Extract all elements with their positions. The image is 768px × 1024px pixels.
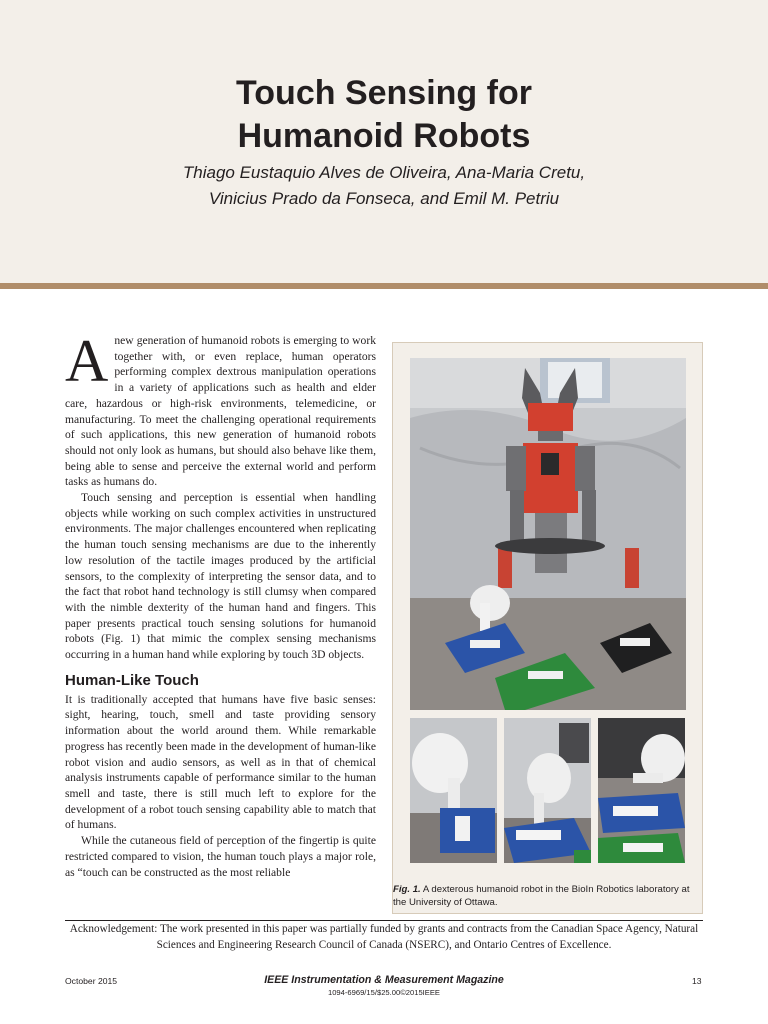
paragraph-2: Touch sensing and perception is essential when handling objects while working on such complex activities in unstructured environments. The major challenges encountered when replicating the human touch sensing mechanisms are due to the inherently low resolution of the tactile images produced by the artificial sensors, to the complexity of interpreting the sensor data, and to the fact that robot hand technology is still clumsy when compared with the nimble dexterity of the human hand and fingers. This paper presents practical touch sensing solutions for humanoid robots (Fig. 1) that mimic the complex sensing mechanisms occurring in a human hand while exploring by touch 3D objects. (65, 491, 376, 662)
hand-photo-3 (598, 718, 685, 863)
paragraph-4: While the cutaneous field of perception of the fingertip is quite restricted compared to vision, the human touch plays a major role, as “touch can be constructed as the most reliable (65, 834, 376, 879)
body-column (65, 328, 376, 880)
article-authors (0, 160, 768, 212)
title-line-1: Touch Sensing for (236, 74, 532, 112)
header-rule (0, 283, 768, 289)
figure-box (392, 342, 703, 914)
hand-photo-1 (410, 718, 497, 863)
page-number: 13 (692, 976, 702, 986)
figure-caption (393, 884, 693, 909)
article-title (0, 72, 768, 158)
figure-label: Fig. 1. (393, 884, 421, 895)
footer-date: October 2015 (65, 976, 118, 986)
paragraph-1 (65, 328, 376, 490)
figure-caption-text: A dexterous humanoid robot in the BioIn Robotics laboratory at the University of Ottawa. (393, 884, 690, 908)
authors-line-1: Thiago Eustaquio Alves de Oliveira, Ana-Maria Cretu, (182, 163, 586, 182)
footer-code: 1094-6969/15/$25.00©2015IEEE (327, 988, 440, 997)
paragraph-1-text: new generation of humanoid robots is emerging to work together with, or even replace, human operators performing complex dextrous manipulation operations in a variety of applications such as health and elder care, hazardous or high-risk environments, telemedicine, or manufacturing. To meet the challenging operational requirements of such applications, this new generation of humanoid robots should not only look as humans, but should also behave like them, being able to sense and perceive the external world and perform tasks as humans do. (65, 334, 376, 489)
robot-photo (410, 358, 686, 710)
section-heading: Human-Like Touch (65, 671, 199, 689)
title-line-2: Humanoid Robots (237, 117, 531, 155)
drop-cap: A (65, 328, 109, 394)
hand-photo-2 (504, 718, 591, 863)
authors-line-2: Vinicius Prado da Fonseca, and Emil M. Petriu (208, 189, 560, 208)
paragraph-3: It is traditionally accepted that humans have five basic senses: sight, hearing, touch, smell and taste providing sensory information about the world around them. While remarkable progress has recently been made in the development of human-like robot vision and audio sensors, as well as in that of chemical analysis instruments capable of performance similar to the human smell and taste, there is still much left to explore for the development of a robot touch sensing capability able to match that of humans. (65, 692, 376, 832)
acknowledgement: Acknowledgement: The work presented in this paper was partially funded by grants and contracts from the Canadian Space Agency, Natural Sciences and Engineering Research Council of Canada (NSERC), and Ontario Centres of Excellence. (69, 923, 699, 951)
footer-magazine: IEEE Instrumentation & Measurement Magazine (264, 974, 504, 986)
acknowledgement-rule (65, 920, 703, 921)
